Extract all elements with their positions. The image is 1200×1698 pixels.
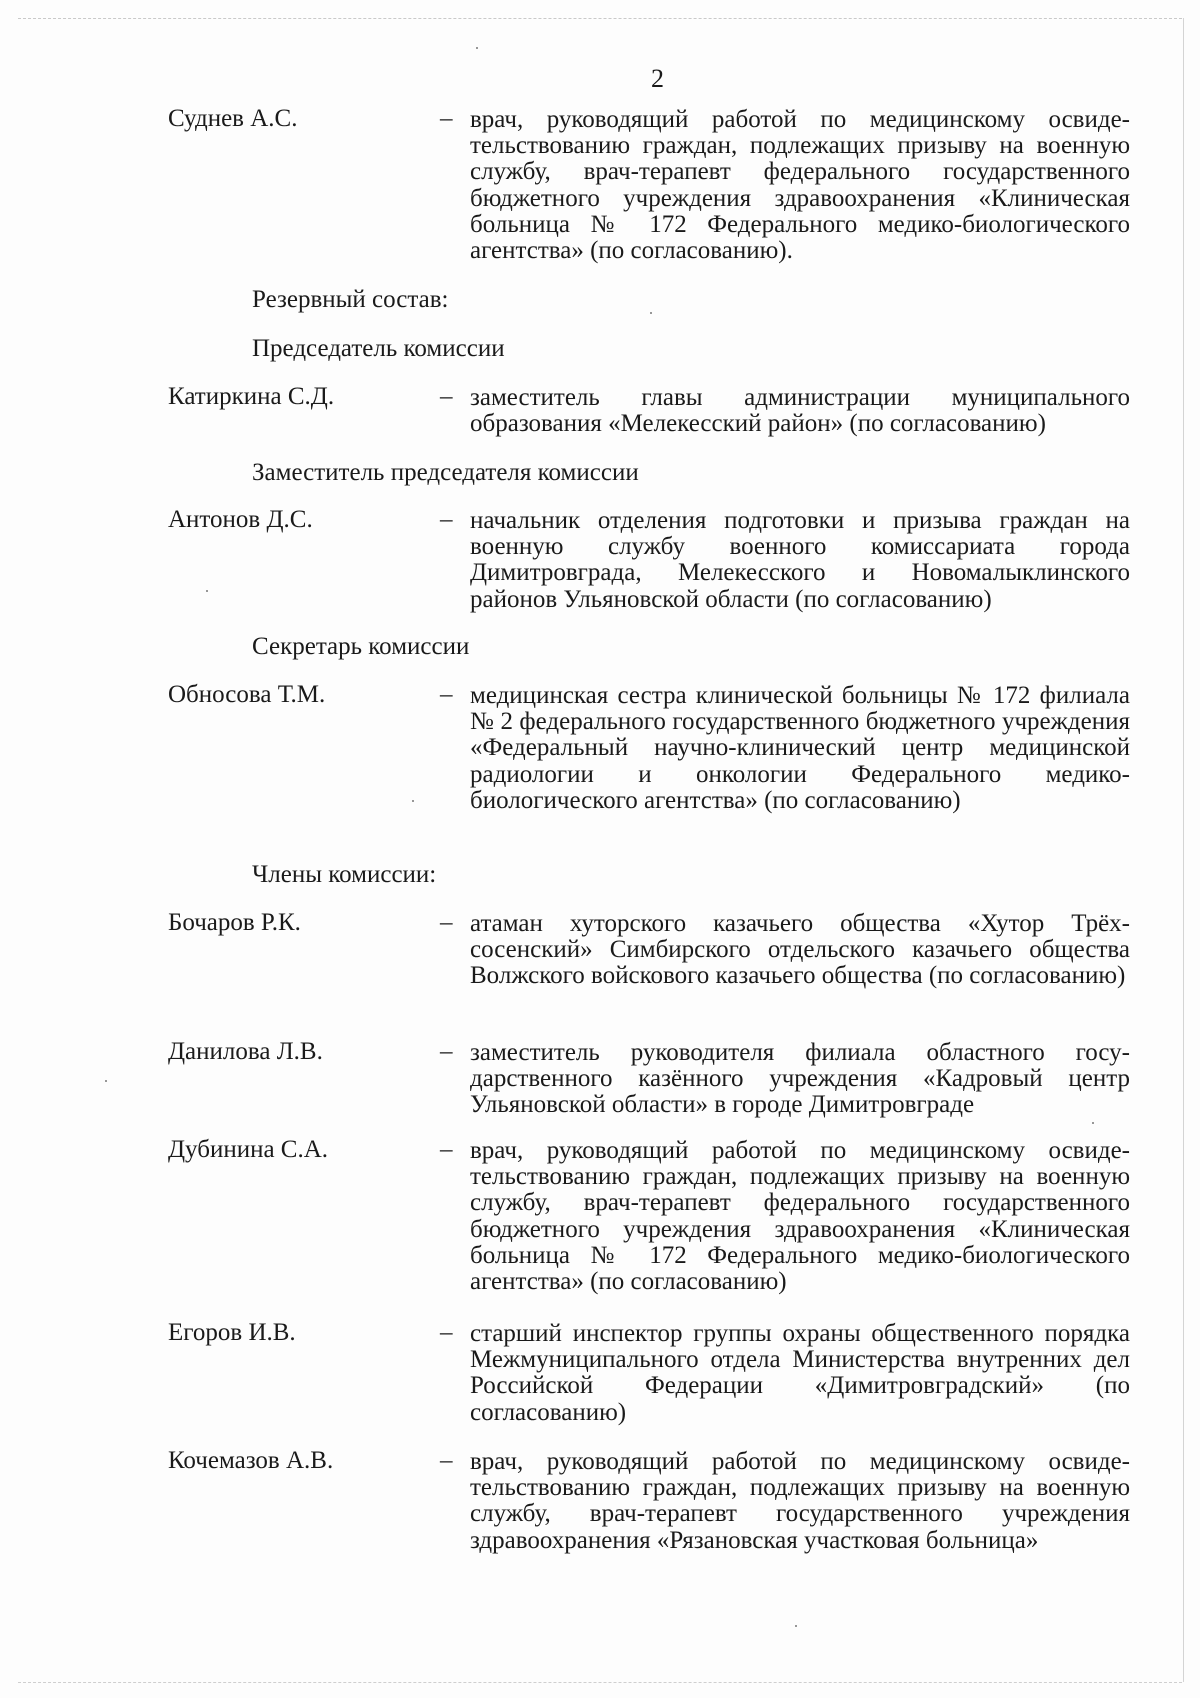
scan-edge-top (18, 18, 1182, 19)
member-position: врач, руководящий работой по медицинскому освидетельствованию граждан, подлежащих призыву на военную службу, врач-терапевт государственного учреждения здравоохранения «Рязановская участковая больница» (470, 1448, 1130, 1554)
section-heading-secretary: Секретарь комиссии (252, 633, 470, 660)
scan-speck (412, 800, 414, 802)
dash-separator: – (440, 681, 453, 708)
member-position: заместитель главы администрации муниципального образования «Мелекесский район» (по согласованию) (470, 384, 1130, 438)
dash-separator: – (440, 383, 453, 410)
section-heading-chairman: Председатель комиссии (252, 335, 505, 362)
scan-speck (1092, 1122, 1094, 1124)
scan-speck (650, 312, 652, 314)
member-position: медицинская сестра клинической больницы № 172 филиала № 2 федерального государственного бюджетного учреждения «Федеральный научно-клинический центр медицинской радиологии и онкологии Федерального медико-биологического агентства» (по согласованию) (470, 682, 1130, 814)
scan-speck (476, 47, 478, 49)
dash-separator: – (440, 909, 453, 936)
member-position: атаман хуторского казачьего общества «Хутор Трёхсосенский» Симбирского отдельского казачьего общества Волжского войскового казачьего общества (по согласованию) (470, 910, 1130, 990)
member-name: Антонов Д.С. (168, 506, 313, 533)
member-name: Бочаров Р.К. (168, 909, 301, 936)
member-position: заместитель руководителя филиала областного государственного казённого учреждения «Кадровый центр Ульяновской области» в городе Димитровграде (470, 1039, 1130, 1119)
scan-speck (105, 1080, 107, 1082)
section-heading-reserve: Резервный состав: (252, 286, 449, 313)
section-heading-vice-chairman: Заместитель председателя комиссии (252, 459, 639, 486)
member-name: Катиркина С.Д. (168, 383, 335, 410)
dash-separator: – (440, 1319, 453, 1346)
member-position: врач, руководящий работой по медицинскому освидетельствованию граждан, подлежащих призыву на военную службу, врач-терапевт федерального государственного бюджетного учреждения здравоохранения «Клиническая больница № 172 Федерального медико-биологического агентства» (по согласованию). (470, 106, 1130, 265)
member-name: Кочемазов А.В. (168, 1447, 334, 1474)
member-position: начальник отделения подготовки и призыва граждан на военную службу военного комиссариата города Димитровграда, Мелекесского и Новомалыклинского районов Ульяновской области (по согласованию) (470, 507, 1130, 613)
dash-separator: – (440, 1447, 453, 1474)
member-name: Суднев А.С. (168, 105, 298, 132)
member-name: Данилова Л.В. (168, 1038, 323, 1065)
scan-edge-right (1183, 18, 1184, 1682)
dash-separator: – (440, 105, 453, 132)
member-position: старший инспектор группы охраны общественного порядка Межмуниципального отдела Министерства внутренних дел Российской Федерации «Димитровградский» (по согласованию) (470, 1320, 1130, 1426)
page-number: 2 (651, 64, 664, 93)
dash-separator: – (440, 506, 453, 533)
section-heading-members: Члены комиссии: (252, 861, 437, 888)
dash-separator: – (440, 1136, 453, 1163)
scan-speck (795, 1625, 797, 1627)
member-name: Дубинина С.А. (168, 1136, 329, 1163)
member-position: врач, руководящий работой по медицинскому освидетельствованию граждан, подлежащих призыву на военную службу, врач-терапевт федерального государственного бюджетного учреждения здравоохранения «Клиническая больница № 172 Федерального медико-биологического агентства» (по согласованию) (470, 1137, 1130, 1296)
member-name: Обносова Т.М. (168, 681, 326, 708)
scan-edge-bottom (18, 1682, 1182, 1683)
scan-speck (206, 590, 208, 592)
dash-separator: – (440, 1038, 453, 1065)
member-name: Егоров И.В. (168, 1319, 296, 1346)
